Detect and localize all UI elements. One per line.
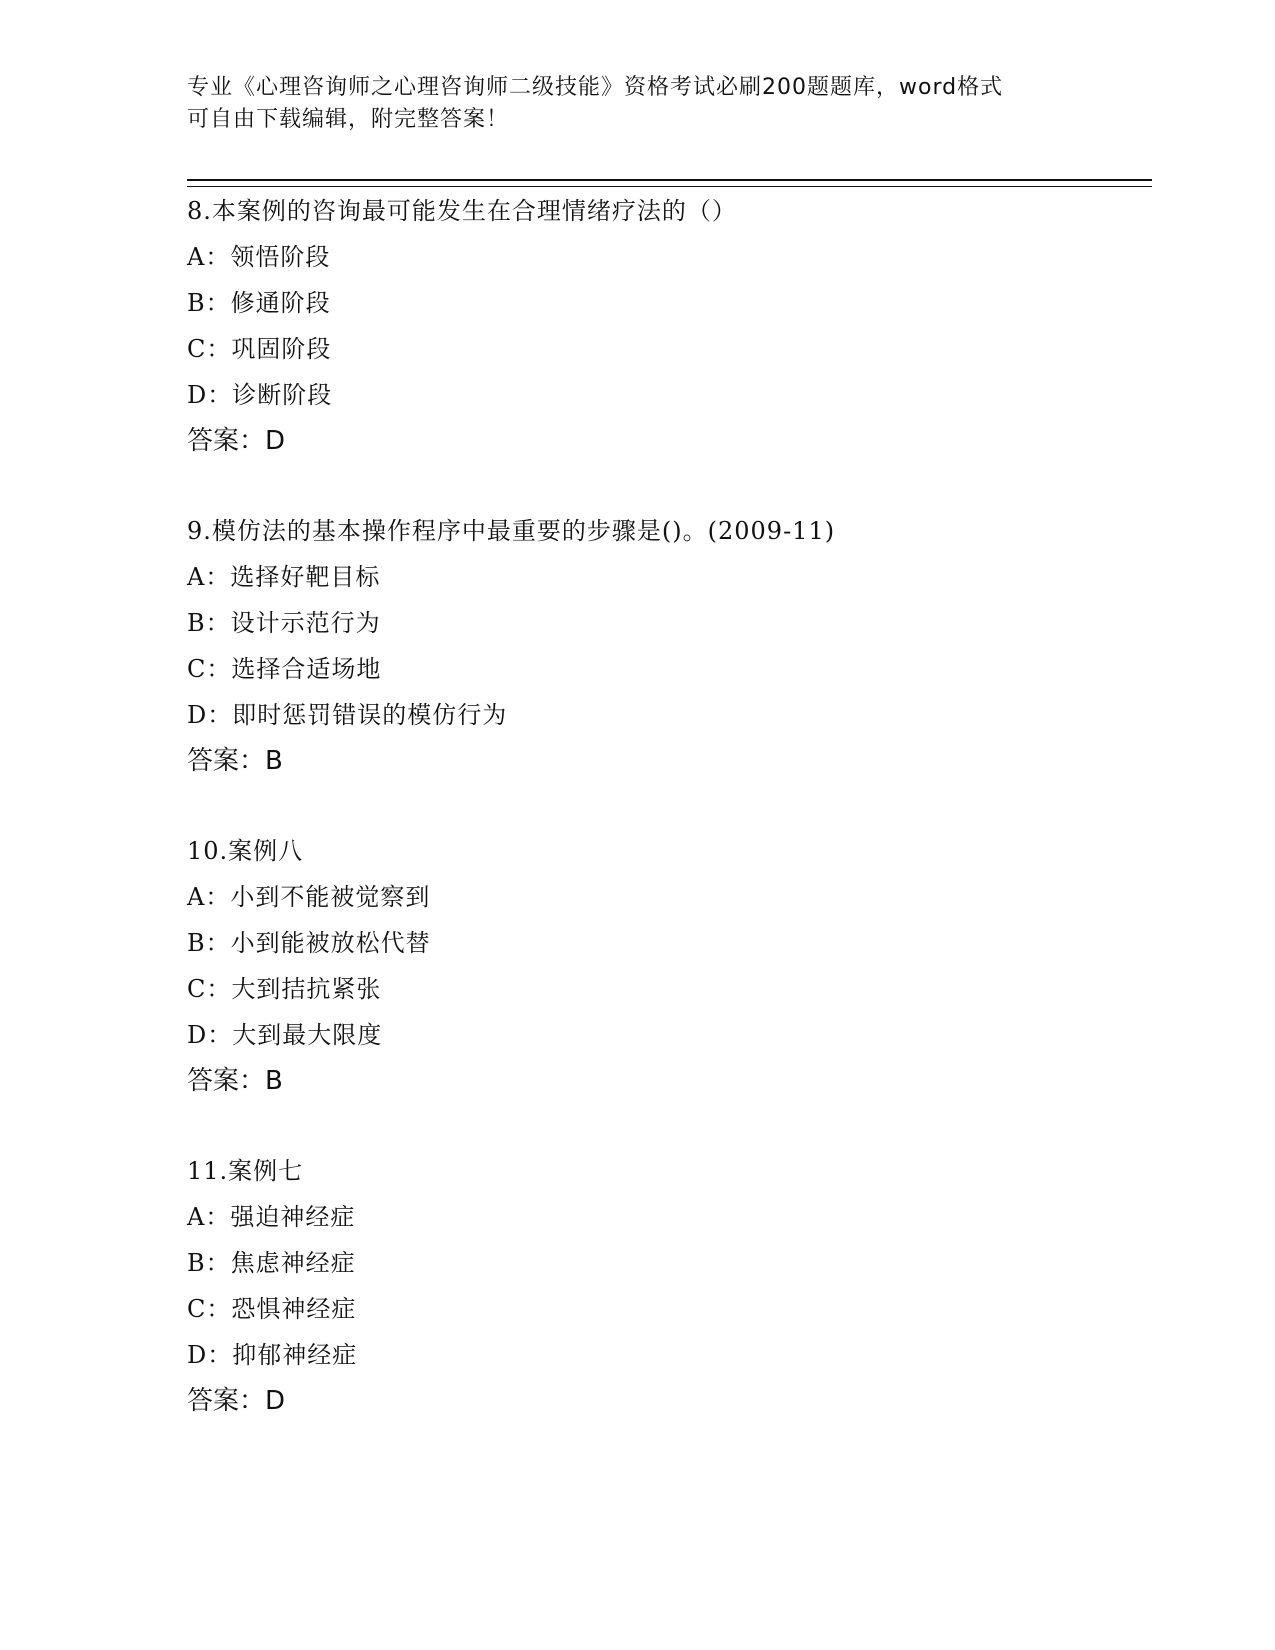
header-divider [187,179,1152,187]
question-block [187,1148,1087,1424]
option-b: B：小到能被放松代替 [187,929,431,957]
answer-text: 答案：D [187,426,286,456]
question-block [187,188,1087,464]
option-a: A：小到不能被觉察到 [187,883,431,911]
option-c: C：选择合适场地 [187,655,382,683]
option-a: A：选择好靶目标 [187,563,381,591]
option-a: A：强迫神经症 [187,1203,356,1231]
option-d: D：抑郁神经症 [187,1341,358,1369]
option-d: D：诊断阶段 [187,381,333,409]
question-block [187,828,1087,1104]
option-b: B：焦虑神经症 [187,1249,356,1277]
answer-text: 答案：B [187,746,283,776]
option-b: B：修通阶段 [187,289,331,317]
option-b: B：设计示范行为 [187,609,381,637]
question-block [187,508,1087,784]
option-c: C：巩固阶段 [187,335,332,363]
option-a: A：领悟阶段 [187,243,331,271]
option-d: D：大到最大限度 [187,1021,383,1049]
header-line-1: 专业《心理咨询师之心理咨询师二级技能》资格考试必刷200题题库，word格式 [187,75,1004,100]
header-line-2: 可自由下载编辑，附完整答案！ [187,107,510,132]
option-d: D：即时惩罚错误的模仿行为 [187,701,508,729]
option-c: C：恐惧神经症 [187,1295,357,1323]
question-title: 9.模仿法的基本操作程序中最重要的步骤是()。(2009-11) [187,517,836,545]
question-title: 8.本案例的咨询最可能发生在合理情绪疗法的（） [187,197,737,225]
answer-text: 答案：D [187,1386,286,1416]
question-title: 10.案例八 [187,837,304,865]
document-header [187,72,1067,136]
option-c: C：大到拮抗紧张 [187,975,382,1003]
question-title: 11.案例七 [187,1157,304,1185]
answer-text: 答案：B [187,1066,283,1096]
